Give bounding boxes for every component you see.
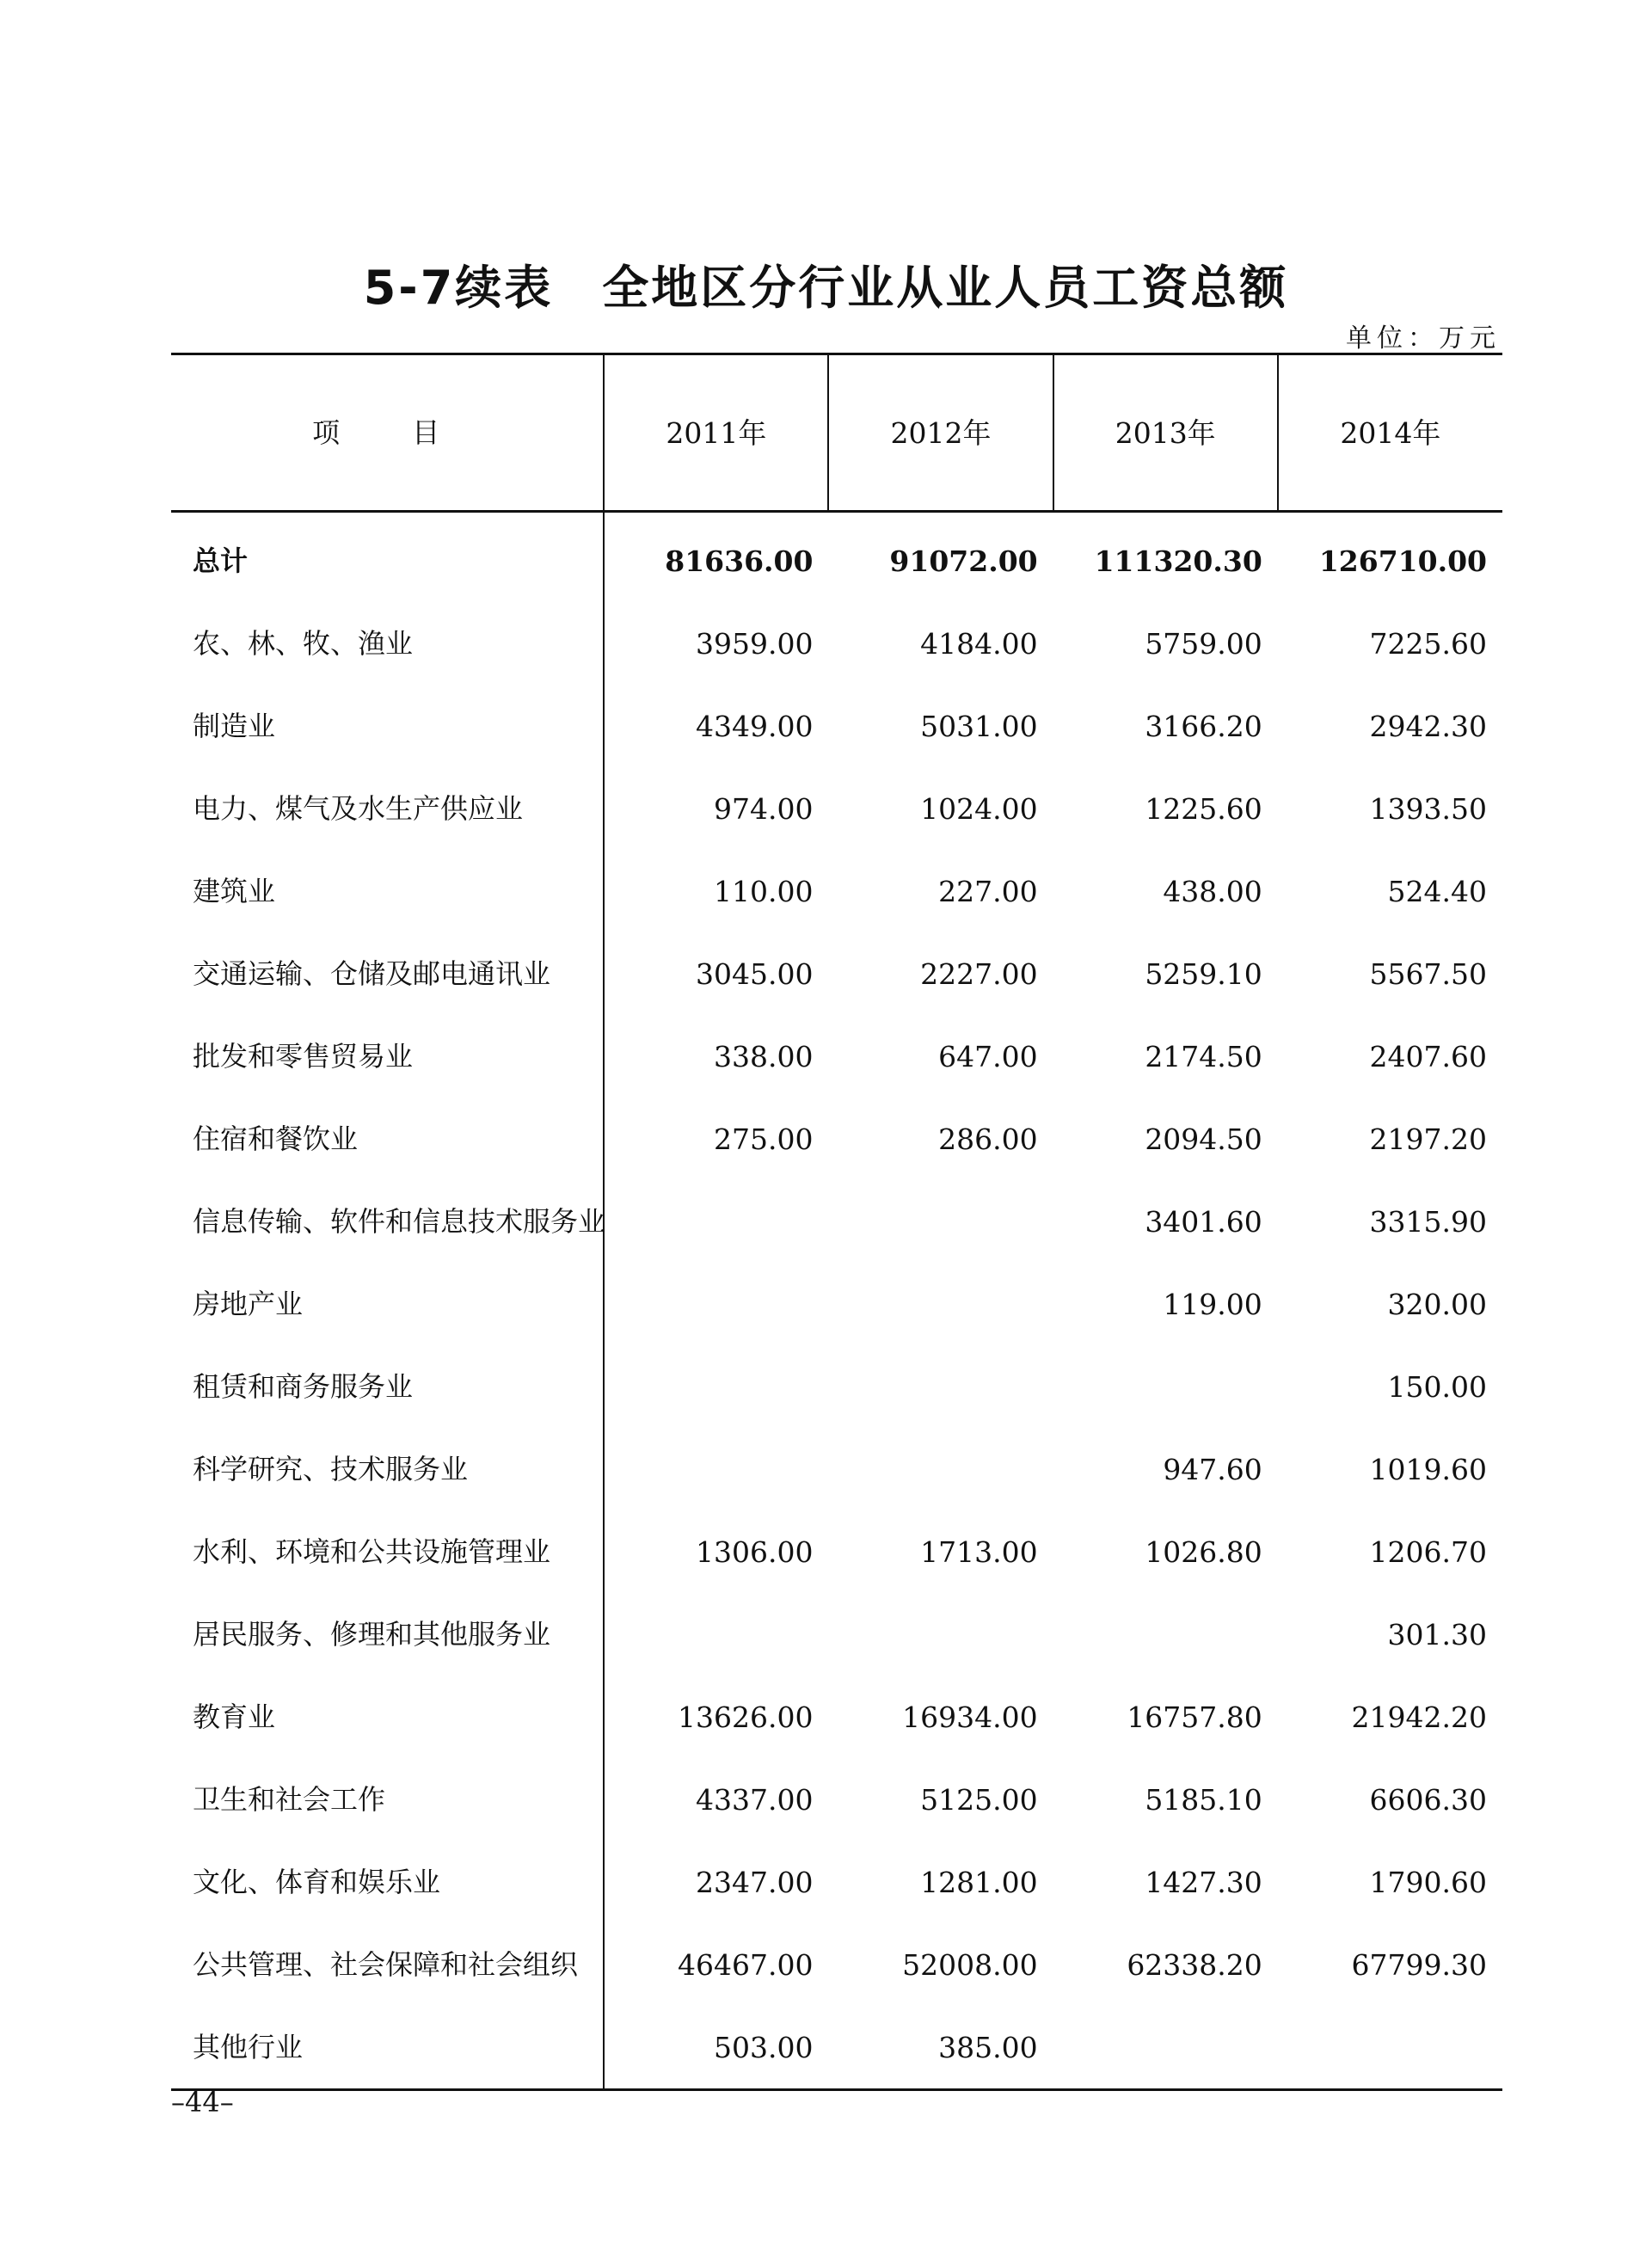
- value-cell: [604, 1180, 828, 1263]
- value-cell: [828, 1263, 1053, 1345]
- value-cell: 2407.60: [1369, 1039, 1487, 1073]
- value-cell: 3401.60: [1145, 1204, 1262, 1239]
- row-label: 卫生和社会工作: [171, 1758, 604, 1841]
- value-cell: [604, 1345, 828, 1428]
- row-label: 科学研究、技术服务业: [171, 1428, 604, 1510]
- value-cell: 2197.20: [1369, 1122, 1487, 1156]
- row-label: 交通运输、仓储及邮电通讯业: [171, 932, 604, 1015]
- value-cell: 1306.00: [696, 1534, 814, 1569]
- row-label: 公共管理、社会保障和社会组织: [171, 1923, 604, 2006]
- row-label: 电力、煤气及水生产供应业: [171, 767, 604, 850]
- value-cell: 13626.00: [678, 1700, 814, 1734]
- value-cell: 3045.00: [696, 956, 814, 991]
- header-year: 2013年: [1053, 354, 1278, 512]
- value-cell: 5031.00: [920, 709, 1038, 743]
- value-cell: 1790.60: [1369, 1865, 1487, 1899]
- value-cell: 16757.80: [1127, 1700, 1262, 1734]
- value-cell: [604, 1428, 828, 1510]
- value-cell: 5125.00: [920, 1782, 1038, 1817]
- value-cell: 2094.50: [1145, 1122, 1262, 1156]
- table-row: [171, 932, 1502, 1015]
- value-cell: 947.60: [1163, 1452, 1262, 1486]
- table-row: [171, 1758, 1502, 1841]
- value-cell: 81636.00: [665, 544, 814, 578]
- row-label: 建筑业: [171, 850, 604, 932]
- value-cell: 301.30: [1387, 1617, 1487, 1651]
- table-body: [171, 512, 1502, 2090]
- header-year: 2014年: [1278, 354, 1502, 512]
- value-cell: [1278, 2006, 1502, 2090]
- header-row: [171, 354, 1502, 512]
- row-label: 总计: [171, 512, 604, 603]
- wage-table: [171, 353, 1502, 2091]
- value-cell: 338.00: [714, 1039, 814, 1073]
- value-cell: [1053, 2006, 1278, 2090]
- row-label: 房地产业: [171, 1263, 604, 1345]
- value-cell: 286.00: [938, 1122, 1038, 1156]
- value-cell: 1206.70: [1369, 1534, 1487, 1569]
- value-cell: 3959.00: [696, 626, 814, 661]
- value-cell: 6606.30: [1369, 1782, 1487, 1817]
- value-cell: 5759.00: [1145, 626, 1262, 661]
- table-row: [171, 1428, 1502, 1510]
- value-cell: [828, 1593, 1053, 1676]
- value-cell: 320.00: [1387, 1287, 1487, 1321]
- table-row: [171, 1098, 1502, 1180]
- row-label: 批发和零售贸易业: [171, 1015, 604, 1098]
- value-cell: 111320.30: [1094, 544, 1262, 578]
- value-cell: 2942.30: [1369, 709, 1487, 743]
- table-row: [171, 685, 1502, 767]
- value-cell: [1053, 1345, 1278, 1428]
- value-cell: 5185.10: [1145, 1782, 1262, 1817]
- value-cell: 974.00: [714, 791, 814, 826]
- value-cell: 1024.00: [920, 791, 1038, 826]
- value-cell: 2174.50: [1145, 1039, 1262, 1073]
- value-cell: 1019.60: [1369, 1452, 1487, 1486]
- value-cell: 7225.60: [1369, 626, 1487, 661]
- row-label: 制造业: [171, 685, 604, 767]
- table-row: [171, 2006, 1502, 2090]
- row-label: 文化、体育和娱乐业: [171, 1841, 604, 1923]
- table-row: [171, 1841, 1502, 1923]
- value-cell: 110.00: [714, 874, 814, 908]
- value-cell: 46467.00: [678, 1947, 814, 1982]
- page-title: 5-7续表 全地区分行业从业人员工资总额: [363, 261, 1289, 315]
- unit-label: 单位：万元: [1346, 323, 1501, 354]
- value-cell: 3166.20: [1145, 709, 1262, 743]
- table-header: [171, 354, 1502, 512]
- value-cell: 5259.10: [1145, 956, 1262, 991]
- row-label: 农、林、牧、渔业: [171, 602, 604, 685]
- table-row: [171, 602, 1502, 685]
- value-cell: [828, 1180, 1053, 1263]
- value-cell: 1713.00: [920, 1534, 1038, 1569]
- value-cell: [828, 1345, 1053, 1428]
- header-item: 项 目: [171, 354, 604, 512]
- value-cell: 4337.00: [696, 1782, 814, 1817]
- value-cell: 4349.00: [696, 709, 814, 743]
- value-cell: 385.00: [828, 2006, 1053, 2090]
- table-row: [171, 1345, 1502, 1428]
- header-year: 2011年: [604, 354, 828, 512]
- table-row: [171, 1923, 1502, 2006]
- row-label: 居民服务、修理和其他服务业: [171, 1593, 604, 1676]
- value-cell: 1427.30: [1145, 1865, 1262, 1899]
- value-cell: 1026.80: [1145, 1534, 1262, 1569]
- value-cell: 21942.20: [1351, 1700, 1487, 1734]
- value-cell: 52008.00: [902, 1947, 1038, 1982]
- page-number: –44–: [171, 2086, 234, 2119]
- table-row: [171, 850, 1502, 932]
- value-cell: 1281.00: [920, 1865, 1038, 1899]
- value-cell: 524.40: [1387, 874, 1487, 908]
- value-cell: 2347.00: [696, 1865, 814, 1899]
- value-cell: [1053, 1593, 1278, 1676]
- value-cell: 275.00: [714, 1122, 814, 1156]
- value-cell: 67799.30: [1351, 1947, 1487, 1982]
- table-row: [171, 1180, 1502, 1263]
- value-cell: 126710.00: [1318, 544, 1487, 578]
- table-row: [171, 767, 1502, 850]
- table-row: [171, 1510, 1502, 1593]
- total-row: [171, 512, 1502, 603]
- value-cell: 503.00: [604, 2006, 828, 2090]
- value-cell: [604, 1593, 828, 1676]
- value-cell: 3315.90: [1369, 1204, 1487, 1239]
- value-cell: 119.00: [1163, 1287, 1262, 1321]
- row-label: 住宿和餐饮业: [171, 1098, 604, 1180]
- table-row: [171, 1676, 1502, 1758]
- table-row: [171, 1593, 1502, 1676]
- row-label: 租赁和商务服务业: [171, 1345, 604, 1428]
- row-label: 信息传输、软件和信息技术服务业: [171, 1180, 604, 1263]
- row-label: 教育业: [171, 1676, 604, 1758]
- value-cell: [604, 1263, 828, 1345]
- value-cell: 91072.00: [889, 544, 1038, 578]
- value-cell: 1393.50: [1369, 791, 1487, 826]
- value-cell: 5567.50: [1369, 956, 1487, 991]
- value-cell: 438.00: [1163, 874, 1262, 908]
- table-row: [171, 1015, 1502, 1098]
- value-cell: 150.00: [1387, 1369, 1487, 1404]
- value-cell: 62338.20: [1127, 1947, 1262, 1982]
- value-cell: 1225.60: [1145, 791, 1262, 826]
- row-label: 其他行业: [171, 2006, 604, 2090]
- value-cell: [828, 1428, 1053, 1510]
- value-cell: 647.00: [938, 1039, 1038, 1073]
- value-cell: 16934.00: [902, 1700, 1038, 1734]
- value-cell: 227.00: [938, 874, 1038, 908]
- value-cell: 4184.00: [920, 626, 1038, 661]
- table-row: [171, 1263, 1502, 1345]
- row-label: 水利、环境和公共设施管理业: [171, 1510, 604, 1593]
- value-cell: 2227.00: [920, 956, 1038, 991]
- header-year: 2012年: [828, 354, 1053, 512]
